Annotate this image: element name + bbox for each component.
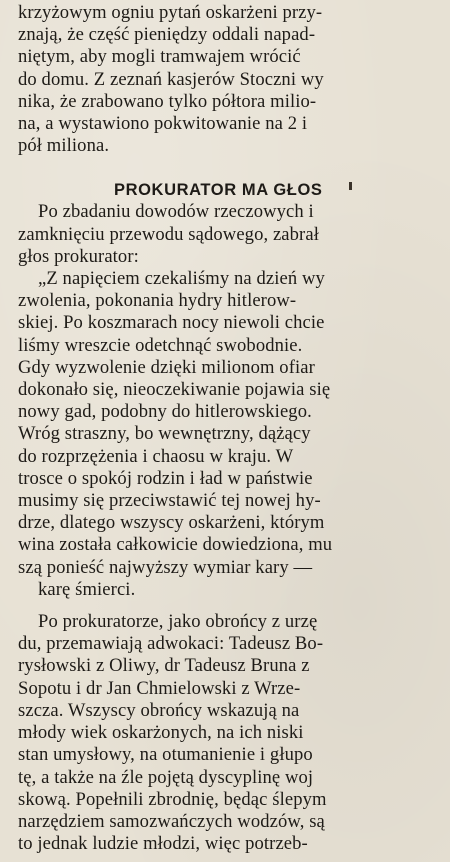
text-line: szcza. Wszyscy obrońcy wskazują na xyxy=(18,699,300,721)
text-line: Wróg straszny, bo wewnętrzny, dążący xyxy=(18,423,311,445)
text-line: na, a wystawiono pokwitowanie na 2 i xyxy=(18,113,308,135)
text-line: drze, dlatego wszyscy oskarżeni, którym xyxy=(18,512,325,534)
text-line: liśmy wreszcie odetchnąć swobodnie. xyxy=(18,334,303,356)
text-line: Sopotu i dr Jan Chmielowski z Wrze- xyxy=(18,677,301,699)
text-line: stan umysłowy, na otumanienie i głupo xyxy=(18,744,313,766)
text-line: wina została całkowicie dowiedziona, mu xyxy=(18,534,333,556)
text-line: skową. Popełnili zbrodnię, będąc ślepym xyxy=(18,788,327,810)
text-line: pół miliona. xyxy=(18,135,110,157)
text-line: Gdy wyzwolenie dzięki milionom ofiar xyxy=(18,356,315,378)
text-line: nika, że zrabowano tylko półtora milio- xyxy=(18,90,317,112)
section-heading-text: PROKURATOR MA GŁOS xyxy=(114,181,323,200)
text-line: Po prokuratorze, jako obrońcy z urzę xyxy=(38,611,318,633)
text-line: do rozprzężenia i chaosu w kraju. W xyxy=(18,445,294,467)
intro-paragraph xyxy=(18,2,440,157)
text-line: krzyżowym ogniu pytań oskarżeni przy- xyxy=(18,2,323,23)
spacer xyxy=(18,157,440,179)
text-line: szą ponieść najwyższy wymiar kary — xyxy=(18,556,313,578)
text-line: rysłowski z Oliwy, dr Tadeusz Bruna z xyxy=(18,655,310,677)
prosecutor-intro-paragraph xyxy=(18,201,440,268)
text-line: to jednak ludzie młodzi, więc potrzeb- xyxy=(18,833,308,855)
text-line: nowy gad, podobny do hitlerowskiego. xyxy=(18,401,312,423)
text-line: du, przemawiają adwokaci: Tadeusz Bo- xyxy=(18,633,324,655)
text-line: Po zbadaniu dowodów rzeczowych i xyxy=(38,201,314,223)
text-line: tę, a także na źle pojętą dyscyplinę woj xyxy=(18,766,314,788)
spacer xyxy=(18,601,440,611)
text-line: niętym, aby mogli tramwajem wrócić xyxy=(18,46,301,68)
text-line: karę śmierci. xyxy=(38,578,136,600)
prosecutor-quote-paragraph xyxy=(18,268,440,601)
text-line: zwolenia, pokonania hydry hitlerow- xyxy=(18,290,297,312)
text-line: trosce o spokój rodzin i ład w państwie xyxy=(18,467,313,489)
text-line: zamknięciu przewodu sądowego, zabrał xyxy=(18,223,319,245)
text-line: znają, że część pieniędzy oddali napad- xyxy=(18,24,316,46)
text-line: musimy się przeciwstawić tej nowej hy- xyxy=(18,490,321,512)
text-line: do domu. Z zeznań kasjerów Stoczni wy xyxy=(18,68,324,90)
section-heading xyxy=(18,179,440,201)
text-line: młody wiek oskarżonych, na ich niski xyxy=(18,722,304,744)
print-mark xyxy=(349,182,352,190)
text-line: narzędziem samozwańczych wodzów, są xyxy=(18,810,325,832)
defense-paragraph xyxy=(18,611,440,855)
text-line: skiej. Po koszmarach nocy niewoli chcie xyxy=(18,312,325,334)
text-line: głos prokurator: xyxy=(18,245,139,267)
text-line: dokonało się, nieoczekiwanie pojawia się xyxy=(18,379,331,401)
text-line: „Z napięciem czekaliśmy na dzień wy xyxy=(38,268,325,290)
